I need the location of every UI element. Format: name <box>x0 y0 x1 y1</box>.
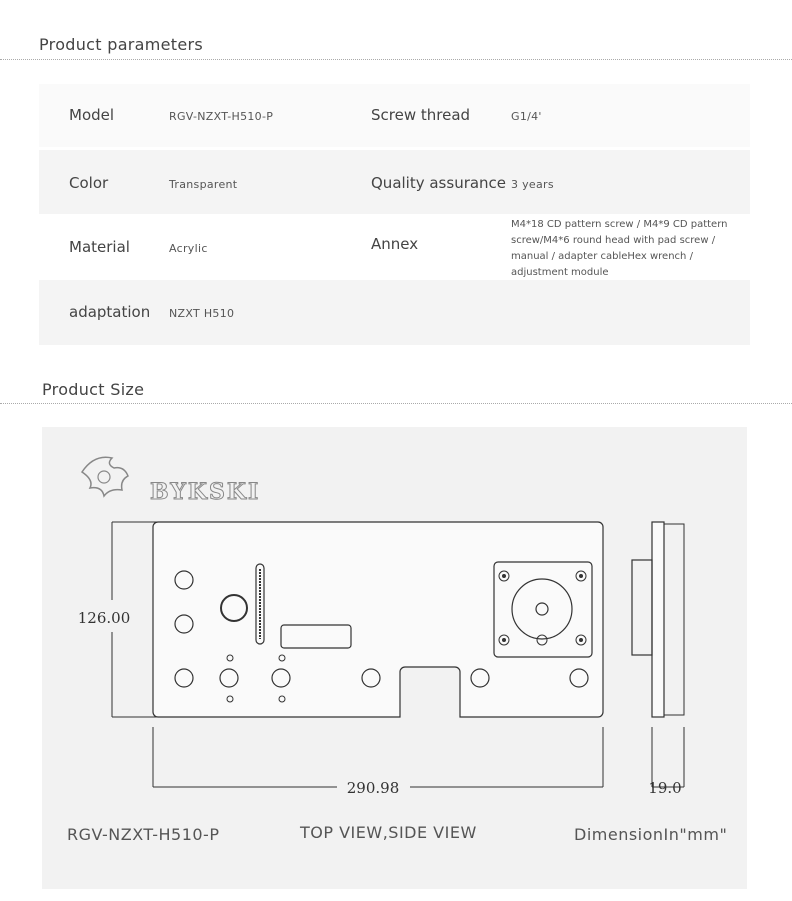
param-label-quality: Quality assurance <box>371 174 507 192</box>
param-label-material: Material <box>69 238 130 256</box>
param-label-annex: Annex <box>371 235 419 253</box>
param-value-quality: 3 years <box>511 178 554 191</box>
dim-height: 126.00 <box>77 609 131 627</box>
diagram-drawing <box>42 427 747 889</box>
size-title: Product Size <box>42 380 145 399</box>
param-row-color <box>39 150 750 214</box>
param-value-screw-thread: G1/4' <box>511 110 542 123</box>
param-value-material: Acrylic <box>169 242 208 255</box>
dim-width: 290.98 <box>346 779 400 797</box>
param-value-color: Transparent <box>169 178 238 191</box>
param-row-model <box>39 84 750 147</box>
bykski-logo <box>82 457 260 505</box>
param-label-adaptation: adaptation <box>69 303 151 321</box>
param-label-color: Color <box>69 174 109 192</box>
param-label-screw-thread: Screw thread <box>371 106 471 124</box>
dim-depth: 19.0 <box>648 779 682 797</box>
plate-outline <box>153 522 603 717</box>
param-row-adaptation <box>39 280 750 345</box>
param-value-annex: M4*18 CD pattern screw / M4*9 CD pattern screw/M4*6 round head with pad screw / manual / adapter cableHex wrench / adjustment module <box>511 219 728 278</box>
caption-model: RGV-NZXT-H510-P <box>67 825 220 844</box>
logo-wordmark: BYKSKI <box>150 479 261 505</box>
params-divider <box>0 59 792 60</box>
params-title: Product parameters <box>39 35 204 54</box>
dimension-diagram <box>42 427 747 889</box>
param-label-model: Model <box>69 106 115 124</box>
caption-view: TOP VIEW,SIDE VIEW <box>300 823 477 842</box>
param-value-adaptation: NZXT H510 <box>169 307 235 320</box>
param-value-model: RGV-NZXT-H510-P <box>169 110 274 123</box>
caption-unit: DimensionIn"mm" <box>574 825 728 844</box>
size-divider <box>0 403 792 404</box>
